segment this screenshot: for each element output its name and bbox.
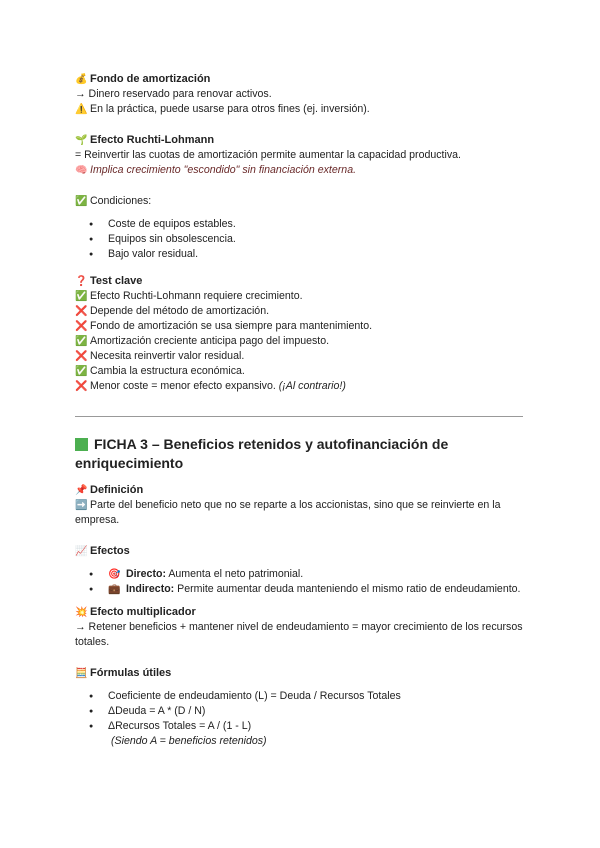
brain-icon: 🧠 <box>75 165 88 176</box>
paragraph: = Reinvertir las cuotas de amortización permite aumentar la capacidad productiva. <box>75 149 461 161</box>
test-item: ✅ Efecto Ruchti-Lohmann requiere crecimiento. <box>75 290 303 302</box>
list-item: ● 🎯 Directo: Aumenta el neto patrimonial. <box>75 567 525 582</box>
section-heading-efectos: 📈 Efectos <box>75 545 130 557</box>
list-item: ● 💼 Indirecto: Permite aumentar deuda manteniendo el mismo ratio de endeudamiento. <box>75 582 525 597</box>
chart-increasing-icon: 📈 <box>75 546 88 557</box>
test-item: ✅ Amortización creciente anticipa pago del impuesto. <box>75 335 330 347</box>
green-square-icon <box>75 438 88 451</box>
list-item: ● Bajo valor residual. <box>75 247 525 262</box>
test-item: ❌ Fondo de amortización se usa siempre para mantenimiento. <box>75 320 373 332</box>
cross-icon: ❌ <box>75 306 88 317</box>
test-list <box>75 289 525 394</box>
money-bag-icon: 💰 <box>75 74 88 85</box>
section-heading-ruchti: 🌱 Efecto Ruchti-Lohmann <box>75 134 215 146</box>
list-item: ● Coste de equipos estables. <box>75 217 525 232</box>
check-icon: ✅ <box>75 196 88 207</box>
section-heading-test: ❓ Test clave <box>75 275 143 287</box>
paragraph: → Retener beneficios + mantener nivel de endeudamiento = mayor crecimiento de los recursos totales. <box>75 621 523 648</box>
abacus-icon: 🧮 <box>75 668 88 679</box>
warning-icon: ⚠️ <box>75 104 88 115</box>
list-item: ● ΔDeuda = A * (D / N) <box>75 704 525 719</box>
test-item: ❌ Necesita reinvertir valor residual. <box>75 350 245 362</box>
formulas-list <box>75 689 525 734</box>
test-item: ❌ Depende del método de amortización. <box>75 305 270 317</box>
test-note: (¡Al contrario!) <box>278 380 346 392</box>
ficha-title: FICHA 3 – Beneficios retenidos y autofinanciación de enriquecimiento <box>75 436 449 471</box>
section-heading-multiplicador: 💥 Efecto multiplicador <box>75 606 196 618</box>
check-icon: ✅ <box>75 336 88 347</box>
list-item: ● Equipos sin obsolescencia. <box>75 232 525 247</box>
horizontal-divider <box>75 416 523 417</box>
cross-icon: ❌ <box>75 351 88 362</box>
seedling-icon: 🌱 <box>75 135 88 146</box>
check-icon: ✅ <box>75 291 88 302</box>
conditions-list <box>75 217 525 262</box>
note-line: 🧠 Implica crecimiento "escondido" sin financiación externa. <box>75 164 357 176</box>
question-icon: ❓ <box>75 276 88 287</box>
conditions-heading: ✅ Condiciones: <box>75 195 152 207</box>
list-item: ● ΔRecursos Totales = A / (1 - L) <box>75 719 525 734</box>
check-icon: ✅ <box>75 366 88 377</box>
test-item: ✅ Cambia la estructura económica. <box>75 365 245 377</box>
collision-icon: 💥 <box>75 607 88 618</box>
right-arrow-icon: ➡️ <box>75 500 88 511</box>
pushpin-icon: 📌 <box>75 485 88 496</box>
target-icon: 🎯 <box>108 569 121 580</box>
formula-note: (Siendo A = beneficios retenidos) <box>111 735 267 747</box>
warning-line: ⚠️ En la práctica, puede usarse para otros fines (ej. inversión). <box>75 103 370 115</box>
efectos-list <box>75 567 525 597</box>
briefcase-icon: 💼 <box>108 584 121 595</box>
section-heading-formulas: 🧮 Fórmulas útiles <box>75 667 172 679</box>
list-item: ● Coeficiente de endeudamiento (L) = Deuda / Recursos Totales <box>75 689 525 704</box>
cross-icon: ❌ <box>75 381 88 392</box>
section-heading-fondo: 💰 Fondo de amortización <box>75 73 211 85</box>
cross-icon: ❌ <box>75 321 88 332</box>
definition-text: ➡️ Parte del beneficio neto que no se reparte a los accionistas, sino que se reinvierte en la empresa. <box>75 499 501 526</box>
test-item: ❌ Menor coste = menor efecto expansivo. (¡Al contrario!) <box>75 380 346 392</box>
paragraph: → Dinero reservado para renovar activos. <box>75 88 272 100</box>
section-heading-definicion: 📌 Definición <box>75 484 144 496</box>
